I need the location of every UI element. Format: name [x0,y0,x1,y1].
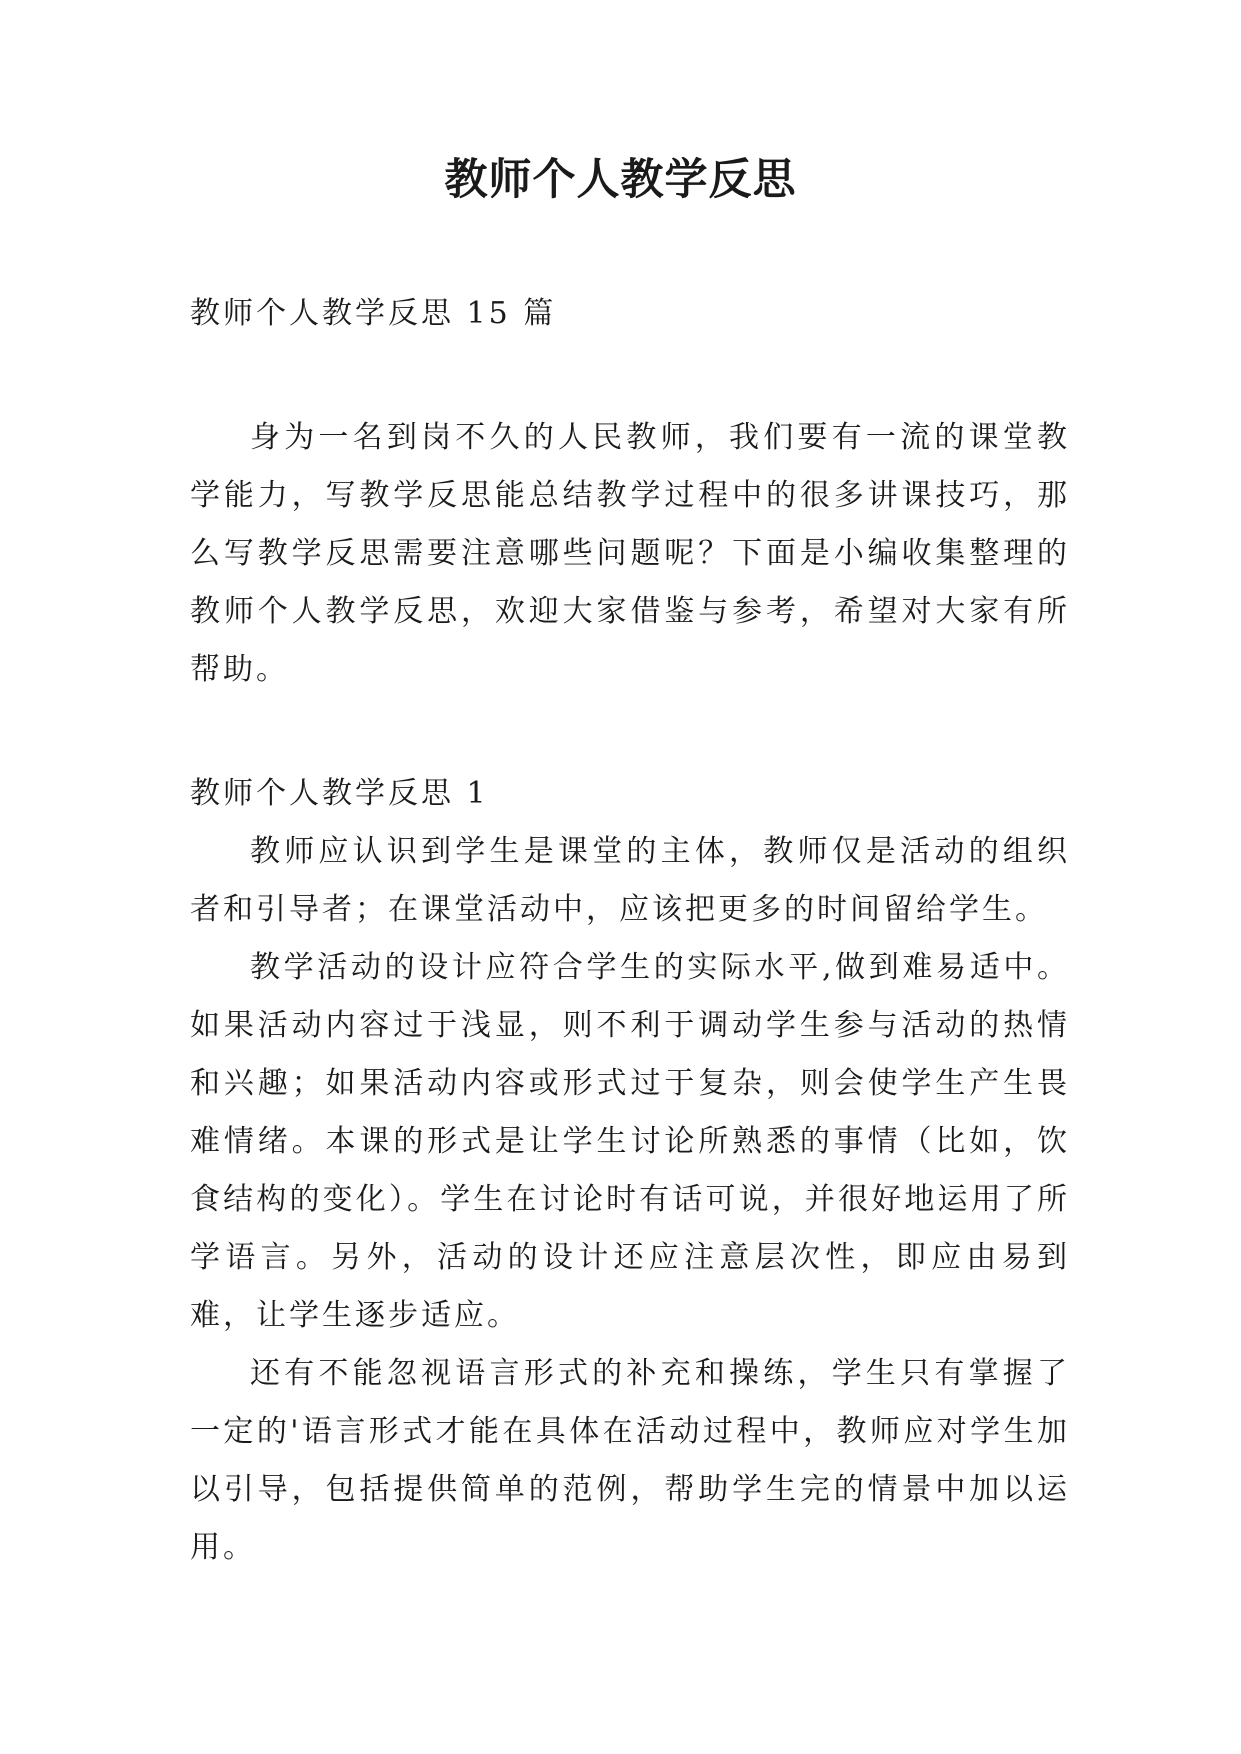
body-paragraph: 教师应认识到学生是课堂的主体，教师仅是活动的组织者和引导者；在课堂活动中，应该把更多的时间留给学生。 [190,834,1070,927]
section-heading: 教师个人教学反思 1 [190,776,489,811]
document-subtitle: 教师个人教学反思 15 篇 [190,296,557,331]
body-paragraph: 还有不能忽视语言形式的补充和操练，学生只有掌握了一定的'语言形式才能在具体在活动过程中，教师应对学生加以引导，包括提供简单的范例，帮助学生完的情景中加以运用。 [190,1356,1070,1565]
body-paragraph: 教学活动的设计应符合学生的实际水平,做到难易适中。如果活动内容过于浅显，则不利于调动学生参与活动的热情和兴趣；如果活动内容或形式过于复杂，则会使学生产生畏难情绪。本课的形式是让学生讨论所熟悉的事情（比如，饮食结构的变化）。学生在讨论时有话可说，并很好地运用了所学语言。另外，活动的设计还应注意层次性，即应由易到难，让学生逐步适应。 [190,950,1070,1333]
document-body [190,285,1070,1577]
intro-paragraph: 身为一名到岗不久的人民教师，我们要有一流的课堂教学能力，写教学反思能总结教学过程中的很多讲课技巧，那么写教学反思需要注意哪些问题呢？下面是小编收集整理的教师个人教学反思，欢迎大家借鉴与参考，希望对大家有所帮助。 [190,420,1070,687]
page-title: 教师个人教学反思 [444,155,797,205]
